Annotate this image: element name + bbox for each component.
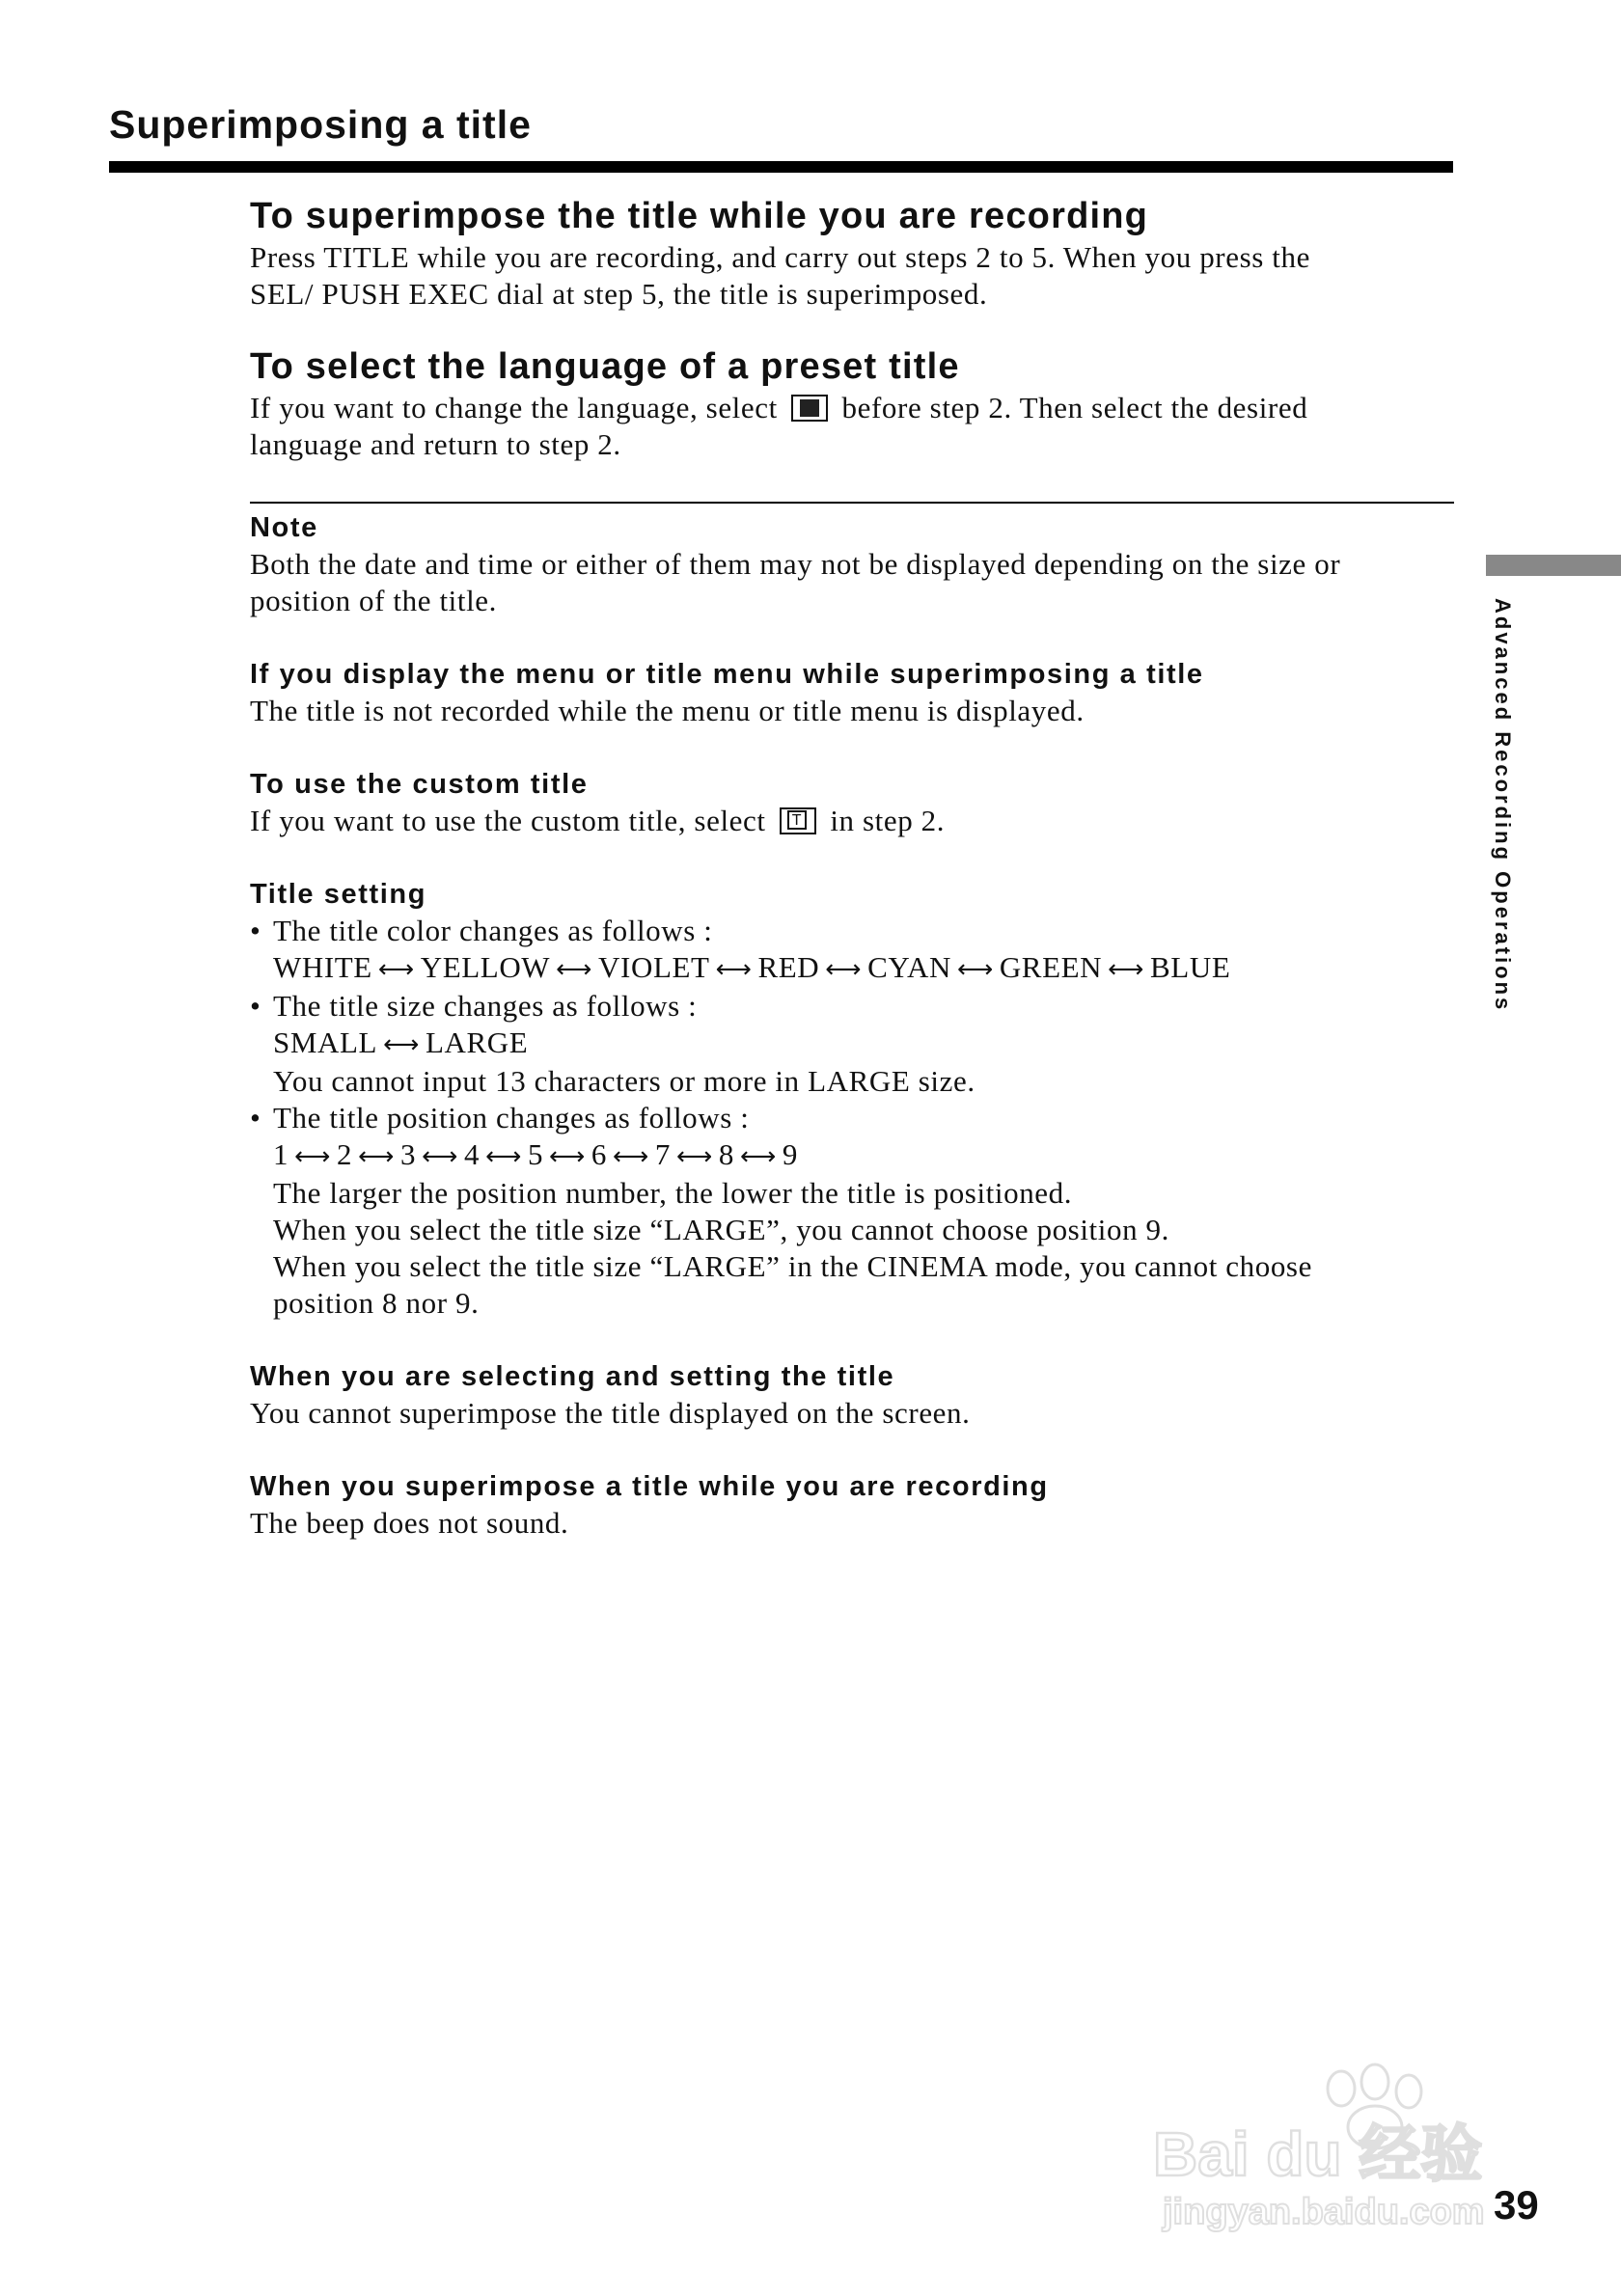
bullet-icon: • (250, 914, 261, 947)
sequence-item: YELLOW (420, 950, 551, 984)
main-content (250, 193, 1456, 1578)
bullet-icon: • (250, 989, 261, 1023)
sequence-item: 7 (654, 1137, 672, 1171)
paragraph-line: The beep does not sound. (250, 1506, 569, 1540)
paragraph-line (250, 803, 1456, 839)
block-heading: To use the custom title (250, 769, 589, 800)
text-span: The title color changes as follows : (273, 914, 713, 947)
list-item (250, 913, 1456, 949)
sequence-item: 6 (591, 1137, 608, 1171)
sequence-item: 1 (273, 1137, 289, 1171)
paragraph-line (250, 390, 1456, 426)
text-span: before step 2. Then select the desired (841, 391, 1308, 424)
selecting-block (250, 1358, 1456, 1432)
sequence-item: WHITE (273, 950, 372, 984)
color-sequence (250, 949, 1456, 988)
section-superimpose-while-recording (250, 193, 1456, 313)
size-sequence (250, 1025, 1456, 1063)
paragraph-line: The larger the position number, the lower the title is positioned. (273, 1176, 1073, 1210)
position-sequence (250, 1136, 1456, 1175)
bullet-icon: • (250, 1101, 261, 1134)
page-title: Superimposing a title (109, 102, 532, 147)
page-number: 39 (1494, 2182, 1539, 2228)
sequence-item: 8 (718, 1137, 734, 1171)
block-heading: Title setting (250, 879, 427, 910)
paragraph-line: You cannot input 13 characters or more in LARGE size. (273, 1064, 975, 1098)
double-arrow-icon: ⟷ (613, 1142, 649, 1171)
language-icon (791, 395, 828, 422)
paragraph-line: When you select the title size “LARGE” in the CINEMA mode, you cannot choose (273, 1249, 1312, 1283)
sequence-item: 5 (527, 1137, 544, 1171)
section-heading: To select the language of a preset title (250, 346, 960, 387)
list-item (250, 988, 1456, 1025)
double-arrow-icon: ⟷ (1108, 955, 1145, 984)
double-arrow-icon: ⟷ (485, 1142, 522, 1171)
paragraph-line: SEL/ PUSH EXEC dial at step 5, the title is superimposed. (250, 277, 988, 311)
section-heading: To superimpose the title while you are recording (250, 196, 1149, 236)
paragraph-line: position of the title. (250, 584, 498, 617)
double-arrow-icon: ⟷ (549, 1142, 586, 1171)
sequence-item: 3 (399, 1137, 417, 1171)
watermark-url: jingyan.baidu.com (1163, 2192, 1485, 2232)
watermark-brand: Bai du 经验 (1153, 2119, 1483, 2189)
paragraph-line: When you select the title size “LARGE”, you cannot choose position 9. (273, 1213, 1169, 1246)
double-arrow-icon: ⟷ (825, 955, 863, 984)
title-setting-block (250, 876, 1456, 1322)
double-arrow-icon: ⟷ (715, 955, 753, 984)
paragraph-line: position 8 nor 9. (273, 1286, 480, 1320)
custom-title-block (250, 766, 1456, 839)
double-arrow-icon: ⟷ (383, 1030, 420, 1059)
note-block (250, 509, 1456, 619)
double-arrow-icon: ⟷ (377, 955, 415, 984)
paragraph-line: You cannot superimpose the title displayed on the screen. (250, 1396, 971, 1430)
double-arrow-icon: ⟷ (556, 955, 593, 984)
double-arrow-icon: ⟷ (676, 1142, 713, 1171)
sequence-item: VIOLET (598, 950, 710, 984)
double-arrow-icon: ⟷ (740, 1142, 777, 1171)
block-heading: When you superimpose a title while you are recording (250, 1471, 1049, 1502)
sequence-item: RED (757, 950, 820, 984)
double-arrow-icon: ⟷ (358, 1142, 395, 1171)
list-item (250, 1100, 1456, 1136)
text-span: The title position changes as follows : (273, 1101, 750, 1134)
text-span: The title size changes as follows : (273, 989, 698, 1023)
paragraph-line: language and return to step 2. (250, 427, 621, 461)
side-tab-label: Advanced Recording Operations (1491, 598, 1515, 1013)
paragraph-line: Both the date and time or either of them may not be displayed depending on the size or (250, 547, 1341, 581)
section-select-language (250, 343, 1456, 463)
double-arrow-icon: ⟷ (422, 1142, 458, 1171)
sequence-item: CYAN (867, 950, 951, 984)
recording-block (250, 1468, 1456, 1542)
sequence-item: GREEN (999, 950, 1103, 984)
text-span: If you want to use the custom title, select (250, 804, 766, 837)
sequence-item: 9 (782, 1137, 798, 1171)
sequence-item: 4 (463, 1137, 481, 1171)
sequence-item: SMALL (273, 1025, 378, 1059)
sequence-item: 2 (336, 1137, 353, 1171)
double-arrow-icon: ⟷ (956, 955, 994, 984)
text-span: If you want to change the language, select (250, 391, 778, 424)
paragraph-line: The title is not recorded while the menu or title menu is displayed. (250, 694, 1085, 727)
sequence-item: BLUE (1150, 950, 1231, 984)
sequence-item: LARGE (425, 1025, 529, 1059)
paragraph-line: Press TITLE while you are recording, and carry out steps 2 to 5. When you press the (250, 240, 1310, 274)
text-span: in step 2. (830, 804, 946, 837)
block-heading: If you display the menu or title menu while superimposing a title (250, 659, 1204, 690)
note-divider (250, 502, 1454, 504)
header-rule (109, 161, 1453, 173)
double-arrow-icon: ⟷ (294, 1142, 331, 1171)
block-heading: When you are selecting and setting the title (250, 1361, 895, 1392)
menu-display-block (250, 656, 1456, 729)
section-tab-marker (1486, 555, 1621, 576)
watermark-logo (1143, 2055, 1510, 2238)
note-heading: Note (250, 512, 318, 543)
custom-title-icon (780, 807, 816, 834)
